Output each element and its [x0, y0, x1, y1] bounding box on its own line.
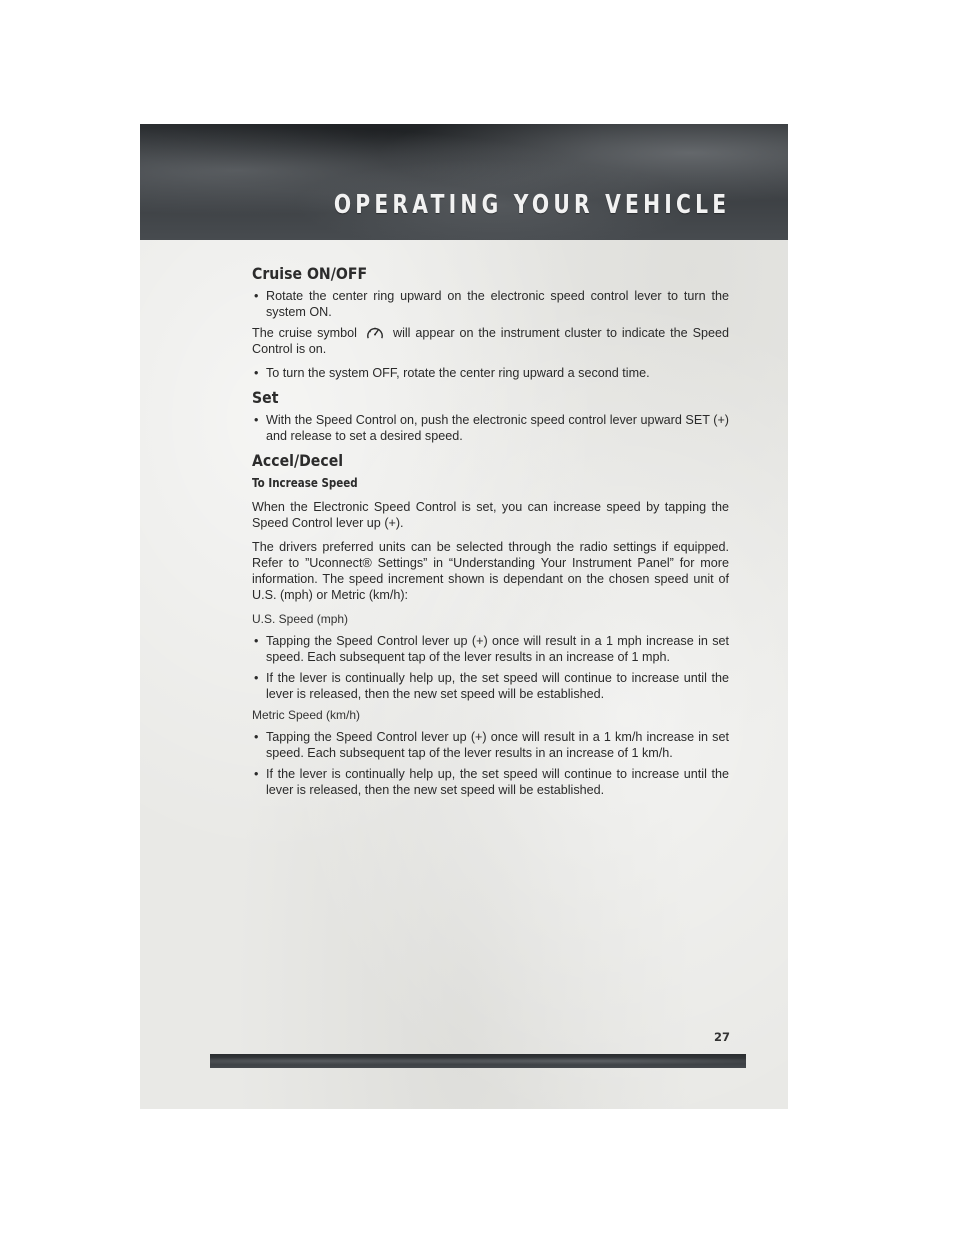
accel-paragraph-2: The drivers preferred units can be selected through the radio settings if equipped. Refer to ”Uconnect® Settings” in “Understanding Your Instrument Panel” for more information. The speed increment shown is dependant on the chosen speed unit of U.S. (mph) or Metric (km/h):: [252, 540, 729, 602]
list-item: • With the Speed Control on, push the electronic speed control lever upward SET (+) and release to set a desired speed.: [252, 412, 729, 444]
subheading-increase-speed: To Increase Speed: [252, 476, 358, 490]
list-item: • If the lever is continually help up, the set speed will continue to increase until the lever is released, then the new set speed will be established.: [252, 766, 729, 798]
heading-cruise-on-off: Cruise ON/OFF: [252, 264, 368, 283]
cruise-control-icon: [365, 325, 385, 341]
cruise-symbol-text-before: The cruise symbol: [252, 326, 357, 340]
heading-set: Set: [252, 388, 279, 407]
page-content: [252, 266, 729, 803]
us-speed-label: U.S. Speed (mph): [252, 612, 349, 626]
list-item: • Tapping the Speed Control lever up (+) once will result in a 1 mph increase in set speed. Each subsequent tap of the lever results in an increase of 1 mph.: [252, 633, 729, 665]
section-header-banner: [140, 124, 788, 240]
footer-bar: [210, 1054, 746, 1068]
list-item: • Tapping the Speed Control lever up (+) once will result in a 1 km/h increase in set speed. Each subsequent tap of the lever results in an increase of 1 km/h.: [252, 729, 729, 761]
list-item: • If the lever is continually help up, the set speed will continue to increase until the lever is released, then the new set speed will be established.: [252, 670, 729, 702]
page-number: 27: [713, 1030, 730, 1044]
list-item: • To turn the system OFF, rotate the center ring upward a second time.: [252, 365, 729, 381]
set-list: [252, 412, 729, 444]
cruise-symbol-text-after: will appear on the instrument cluster to indicate the Speed Control is on.: [252, 326, 729, 356]
heading-accel-decel: Accel/Decel: [252, 451, 344, 470]
list-item: • Rotate the center ring upward on the electronic speed control lever to turn the system ON.: [252, 288, 729, 320]
accel-paragraph-1: When the Electronic Speed Control is set, you can increase speed by tapping the Speed Control lever up (+).: [252, 500, 729, 530]
cruise-list-1: [252, 288, 729, 320]
cruise-symbol-paragraph: [252, 325, 729, 357]
section-title: OPERATING YOUR VEHICLE: [333, 190, 730, 220]
manual-page: [140, 124, 788, 1109]
metric-speed-list: [252, 729, 729, 798]
cruise-list-2: [252, 365, 729, 381]
us-speed-list: [252, 633, 729, 702]
metric-speed-label: Metric Speed (km/h): [252, 708, 361, 722]
